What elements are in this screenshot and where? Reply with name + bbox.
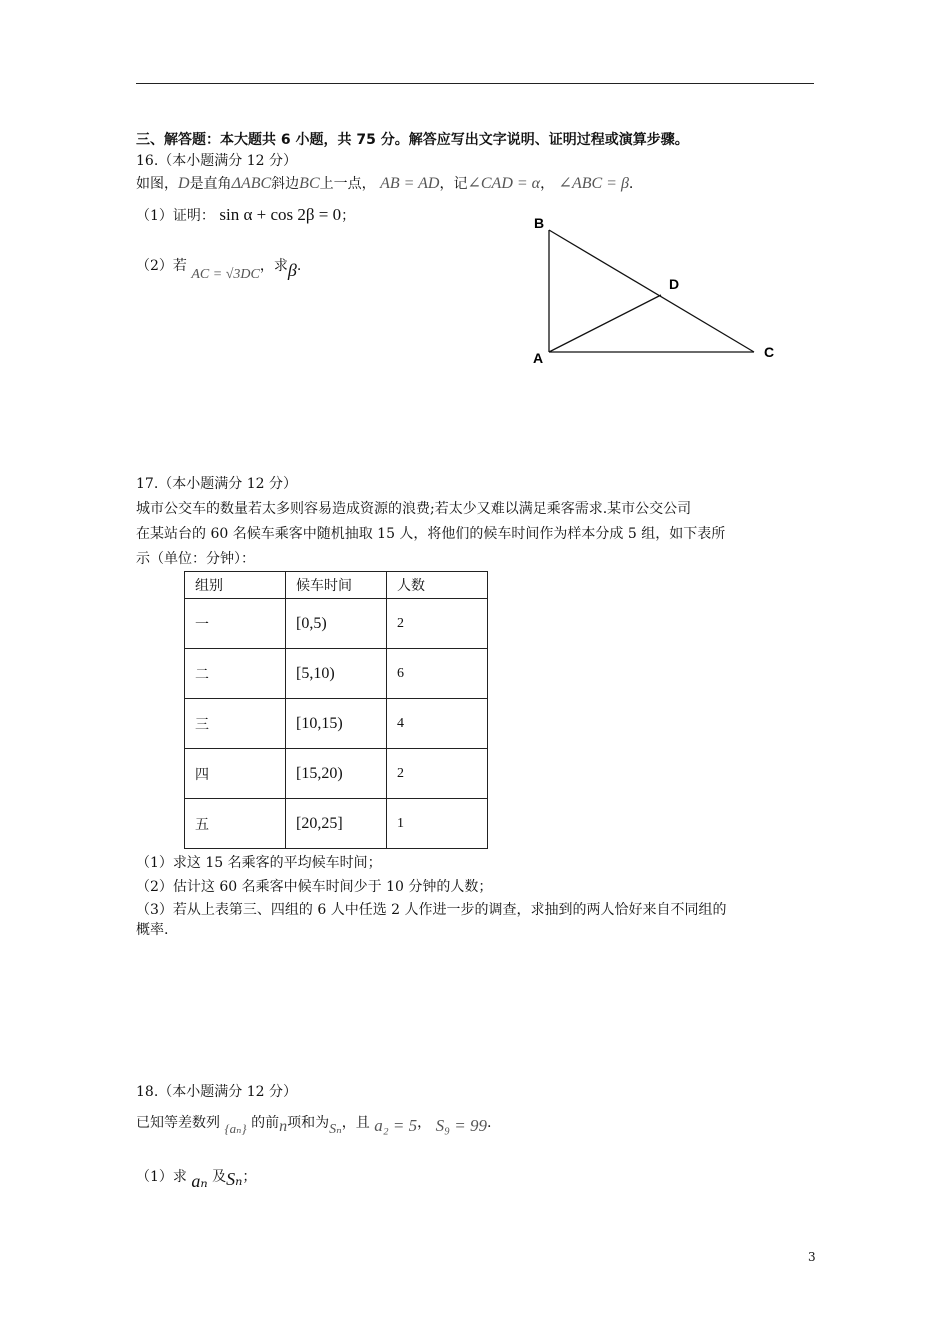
q17-title: 17.（本小题满分 12 分） (136, 476, 297, 492)
q16-intro-c: 斜边 (271, 176, 300, 192)
q16-intro-a: 如图， (136, 176, 178, 192)
q18-eq-a2: a₂ = 5 (374, 1116, 418, 1135)
q18-given-d: ，且 (341, 1115, 370, 1131)
table-cell-interval: [15,20) (286, 749, 387, 799)
q18-given-b: 的前 (251, 1115, 280, 1131)
table-cell-count: 6 (387, 649, 488, 699)
table-cell-interval: [5,10) (286, 649, 387, 699)
table-cell-interval: [20,25] (286, 799, 387, 849)
table-cell-count: 2 (387, 599, 488, 649)
q17-part1: （1）求这 15 名乘客的平均候车时间； (136, 855, 382, 871)
q16-part2 (136, 254, 302, 282)
q16-part2-end: . (296, 258, 302, 274)
q18-part1 (136, 1165, 257, 1191)
table-header-row (185, 572, 488, 599)
q18-part1-mid: 及 (212, 1169, 227, 1185)
table-cell-count: 4 (387, 699, 488, 749)
table-cell-group: 五 (185, 799, 286, 849)
q16-period: . (628, 176, 634, 192)
table-row (185, 699, 488, 749)
q17-part2: （2）估计这 60 名乘客中候车时间少于 10 分钟的人数； (136, 879, 493, 895)
q18-title: 18.（本小题满分 12 分） (136, 1084, 297, 1100)
q16-part1-label: （1）证明： (136, 208, 215, 224)
table-cell-interval: [10,15) (286, 699, 387, 749)
table-row (185, 649, 488, 699)
q17-part3-line2: 概率. (136, 922, 169, 938)
table-cell-group: 三 (185, 699, 286, 749)
q16-comma: ， (540, 176, 555, 192)
q16-title: 16.（本小题满分 12 分） (136, 153, 297, 169)
q16-part2-expr: AC = √3DC (191, 267, 260, 282)
side-bc (549, 230, 754, 352)
waiting-time-table (184, 571, 488, 849)
q18-period: . (486, 1115, 492, 1131)
q16-part1-end: ； (341, 208, 356, 224)
q16-part1 (136, 205, 355, 226)
table-cell-count: 1 (387, 799, 488, 849)
q17-body-line1: 城市公交车的数量若太多则容易造成资源的浪费;若太少又难以满足乘客需求.某市公交公司 (136, 501, 692, 517)
label-c: C (764, 344, 775, 360)
table-cell-group: 四 (185, 749, 286, 799)
q17-part3-line1: （3）若从上表第三、四组的 6 人中任选 2 人作进一步的调查，求抽到的两人恰好来自不同组的 (136, 902, 727, 918)
table-cell-group: 二 (185, 649, 286, 699)
q18-n: n (279, 1118, 288, 1135)
q17-body-line2: 在某站台的 60 名候车乘客中随机抽取 15 人，将他们的候车时间作为样本分成 5 组，如下表所 (136, 526, 726, 542)
page-number: 3 (808, 1250, 816, 1264)
q16-eq-abc: ∠ABC = β (558, 175, 629, 192)
q18-sequence: {aₙ} (224, 1121, 247, 1136)
label-a: A (533, 350, 544, 366)
q16-eq-cad: ∠CAD = α (467, 175, 541, 192)
q18-given-c: 项和为 (287, 1115, 330, 1131)
q16-part2-var: β (287, 260, 297, 280)
table-row (185, 599, 488, 649)
label-b: B (534, 215, 545, 231)
q16-intro-d: 上一点， (319, 176, 376, 192)
table-header-cell: 候车时间 (286, 572, 387, 599)
q16-part2-label: （2）若 (136, 258, 187, 274)
q16-intro-e: ，记 (439, 176, 468, 192)
table-header-cell: 组别 (185, 572, 286, 599)
q18-part1-end: ； (242, 1169, 257, 1185)
q18-sn: Sₙ (329, 1122, 342, 1137)
section-heading: 三、解答题：本大题共 6 小题，共 75 分。解答应写出文字说明、证明过程或演算步骤。 (136, 132, 689, 148)
segment-ad (549, 295, 661, 352)
q16-part2-mid: ，求 (259, 258, 288, 274)
label-d: D (669, 276, 680, 292)
q16-eq-ab-ad: AB = AD (380, 175, 440, 192)
q18-given (136, 1112, 492, 1137)
q18-part1-sn: Sₙ (226, 1169, 243, 1189)
table-cell-group: 一 (185, 599, 286, 649)
table-header-cell: 人数 (387, 572, 488, 599)
table-row (185, 749, 488, 799)
table-cell-count: 2 (387, 749, 488, 799)
table-cell-interval: [0,5) (286, 599, 387, 649)
q16-side-bc: BC (299, 175, 320, 192)
q16-point-d: D (178, 175, 190, 192)
q16-intro-b: 是直角 (189, 176, 232, 192)
table-row (185, 799, 488, 849)
q18-eq-s9: S₉ = 99 (435, 1116, 487, 1135)
q17-body-line3: 示（单位：分钟）： (136, 551, 255, 567)
q18-given-a: 已知等差数列 (136, 1115, 220, 1131)
q18-part1-an: aₙ (191, 1171, 208, 1191)
q16-triangle: ΔABC (231, 175, 272, 192)
triangle-figure (520, 205, 790, 375)
q16-intro (136, 174, 633, 194)
header-rule (136, 83, 814, 84)
q18-comma: ， (417, 1115, 432, 1131)
q18-part1-label: （1）求 (136, 1169, 187, 1185)
q16-part1-expr: sin α + cos 2β = 0 (219, 205, 342, 224)
